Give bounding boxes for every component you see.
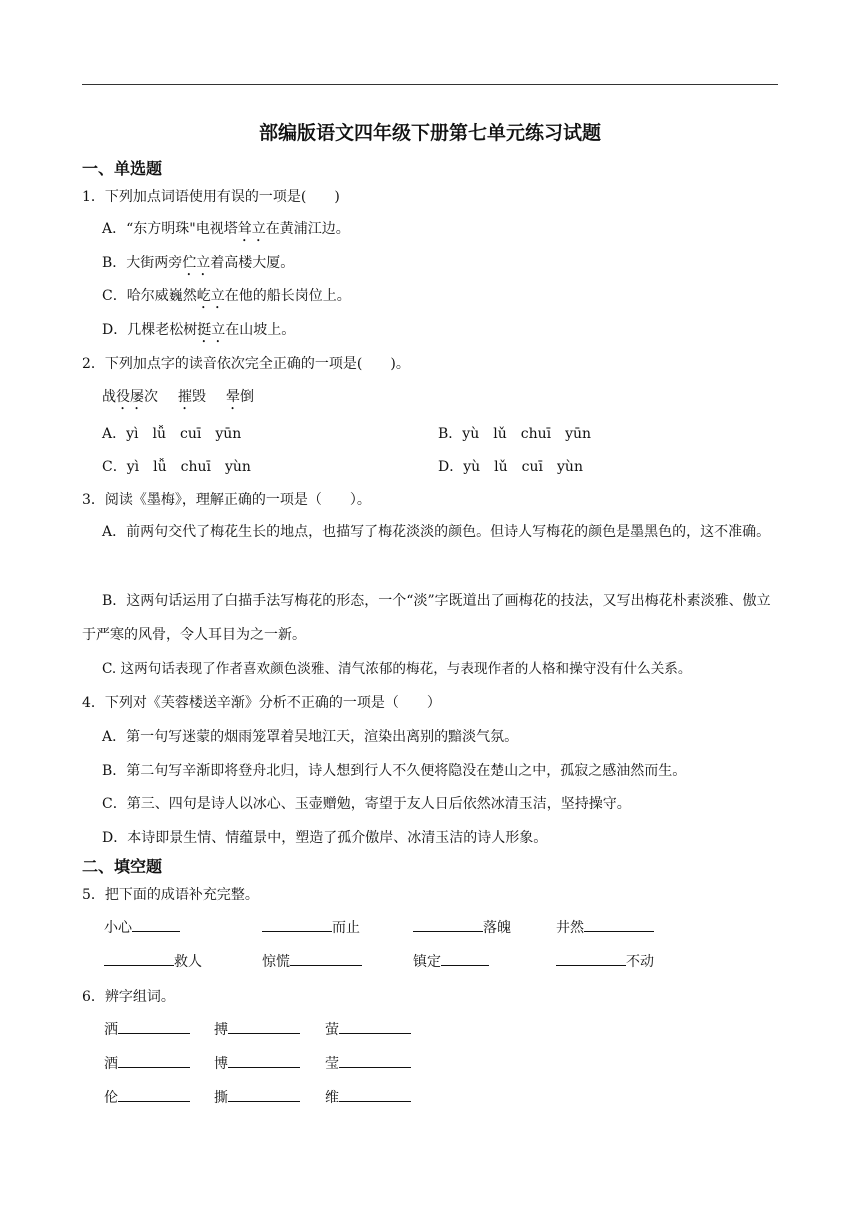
q6-char-7: 伦 (104, 1087, 190, 1107)
q1-option-a-emphasis: 耸立 (237, 221, 266, 237)
q6-blank-5[interactable] (228, 1053, 300, 1068)
page-title: 部编版语文四年级下册第七单元练习试题 (258, 122, 601, 144)
question-3-stem: 3．阅读《墨梅》，理解正确的一项是（ ）。 (82, 492, 371, 508)
q6-char-1: 洒 (104, 1019, 190, 1039)
q6-blank-3[interactable] (339, 1019, 411, 1034)
q2-word-1: 战役屡次 (102, 389, 158, 405)
q3-option-a: A．前两句交代了梅花生长的地点，也描写了梅花淡淡的颜色。但诗人写梅花的颜色是墨黑色的，这不准确。 (102, 524, 771, 540)
q1-option-d: D．几棵老松树挺立在山坡上。 (102, 322, 296, 338)
q2-option-c: C．yì lǚ chuī yùn (102, 459, 251, 475)
q2-option-d: D．yù lǔ cuī yùn (438, 459, 583, 475)
q5-idiom-1: 小心 (104, 917, 180, 937)
q1-option-b-emphasis: 伫立 (182, 255, 211, 271)
q6-char-8: 撕 (214, 1087, 300, 1107)
q6-blank-7[interactable] (118, 1087, 190, 1102)
q6-blank-1[interactable] (118, 1019, 190, 1034)
q6-char-9: 维 (325, 1087, 411, 1107)
q4-option-a: A．第一句写迷蒙的烟雨笼罩着吴地江天，渲染出离别的黯淡气氛。 (102, 729, 519, 745)
question-5-stem: 5．把下面的成语补充完整。 (82, 887, 259, 903)
q5-blank-5[interactable] (104, 951, 174, 966)
q6-char-2: 搏 (214, 1019, 300, 1039)
q1-option-a: A．“东方明珠"电视塔耸立在黄浦江边。 (102, 221, 350, 237)
q4-option-b: B．第二句写辛渐即将登舟北归，诗人想到行人不久便将隐没在楚山之中，孤寂之感油然而生。 (102, 763, 687, 779)
q5-blank-7[interactable] (441, 951, 489, 966)
q5-blank-3[interactable] (413, 917, 483, 932)
section-heading-fill-blank: 二、填空题 (82, 857, 163, 876)
q6-blank-4[interactable] (118, 1053, 190, 1068)
q5-idiom-2: 而止 (262, 917, 360, 937)
question-2-stem: 2．下列加点字的读音依次完全正确的一项是( )。 (82, 356, 410, 372)
q2-word-3: 晕倒 (226, 389, 254, 405)
q1-option-c-emphasis: 屹立 (196, 288, 225, 304)
q1-option-c: C．哈尔威巍然屹立在他的船长岗位上。 (102, 288, 351, 304)
q5-idiom-4: 井然 (556, 917, 654, 937)
q6-blank-6[interactable] (339, 1053, 411, 1068)
q5-blank-6[interactable] (290, 951, 362, 966)
q6-blank-2[interactable] (228, 1019, 300, 1034)
q6-char-4: 酒 (104, 1053, 190, 1073)
q1-option-d-emphasis: 挺立 (197, 322, 226, 338)
q1-option-b: B．大街两旁伫立着高楼大厦。 (102, 255, 295, 271)
q2-option-b: B．yù lǔ chuī yūn (438, 426, 592, 442)
q6-blank-9[interactable] (339, 1087, 411, 1102)
q6-char-5: 博 (214, 1053, 300, 1073)
q3-option-c: C. 这两句话表现了作者喜欢颜色淡雅、清气浓郁的梅花，与表现作者的人格和操守没有什么关系。 (102, 661, 692, 677)
q5-blank-4[interactable] (584, 917, 654, 932)
q2-word-2: 摧毁 (178, 389, 206, 405)
question-4-stem: 4．下列对《芙蓉楼送辛渐》分析不正确的一项是（ ） (82, 695, 441, 711)
q2-words (102, 386, 254, 413)
q4-option-c: C．第三、四句是诗人以冰心、玉壶赠勉，寄望于友人日后依然冰清玉洁，坚持操守。 (102, 796, 631, 812)
q5-idiom-5: 救人 (104, 951, 202, 971)
section-heading-single-choice: 一、单选题 (82, 159, 163, 178)
q6-char-6: 莹 (325, 1053, 411, 1073)
q2-option-a: A．yì lǚ cuī yūn (102, 426, 242, 442)
q4-option-d: D．本诗即景生情、情蕴景中，塑造了孤介傲岸、冰清玉洁的诗人形象。 (102, 830, 548, 846)
q5-idiom-8: 不动 (556, 951, 654, 971)
q5-idiom-6: 惊慌 (262, 951, 362, 971)
question-6-stem: 6．辨字组词。 (82, 989, 175, 1005)
q5-blank-1[interactable] (132, 917, 180, 932)
q6-blank-8[interactable] (228, 1087, 300, 1102)
header-rule (82, 84, 778, 85)
q3-option-b: B．这两句话运用了白描手法写梅花的形态，一个“淡”字既道出了画梅花的技法，又写出梅花朴素淡雅、傲立于严寒的风骨，令人耳目为之一新。 (82, 593, 771, 643)
q5-blank-2[interactable] (262, 917, 332, 932)
q5-blank-8[interactable] (556, 951, 626, 966)
q5-idiom-7: 镇定 (413, 951, 489, 971)
question-1-stem: 1．下列加点词语使用有误的一项是( ) (82, 189, 340, 205)
q5-idiom-3: 落魄 (413, 917, 511, 937)
q6-char-3: 萤 (325, 1019, 411, 1039)
